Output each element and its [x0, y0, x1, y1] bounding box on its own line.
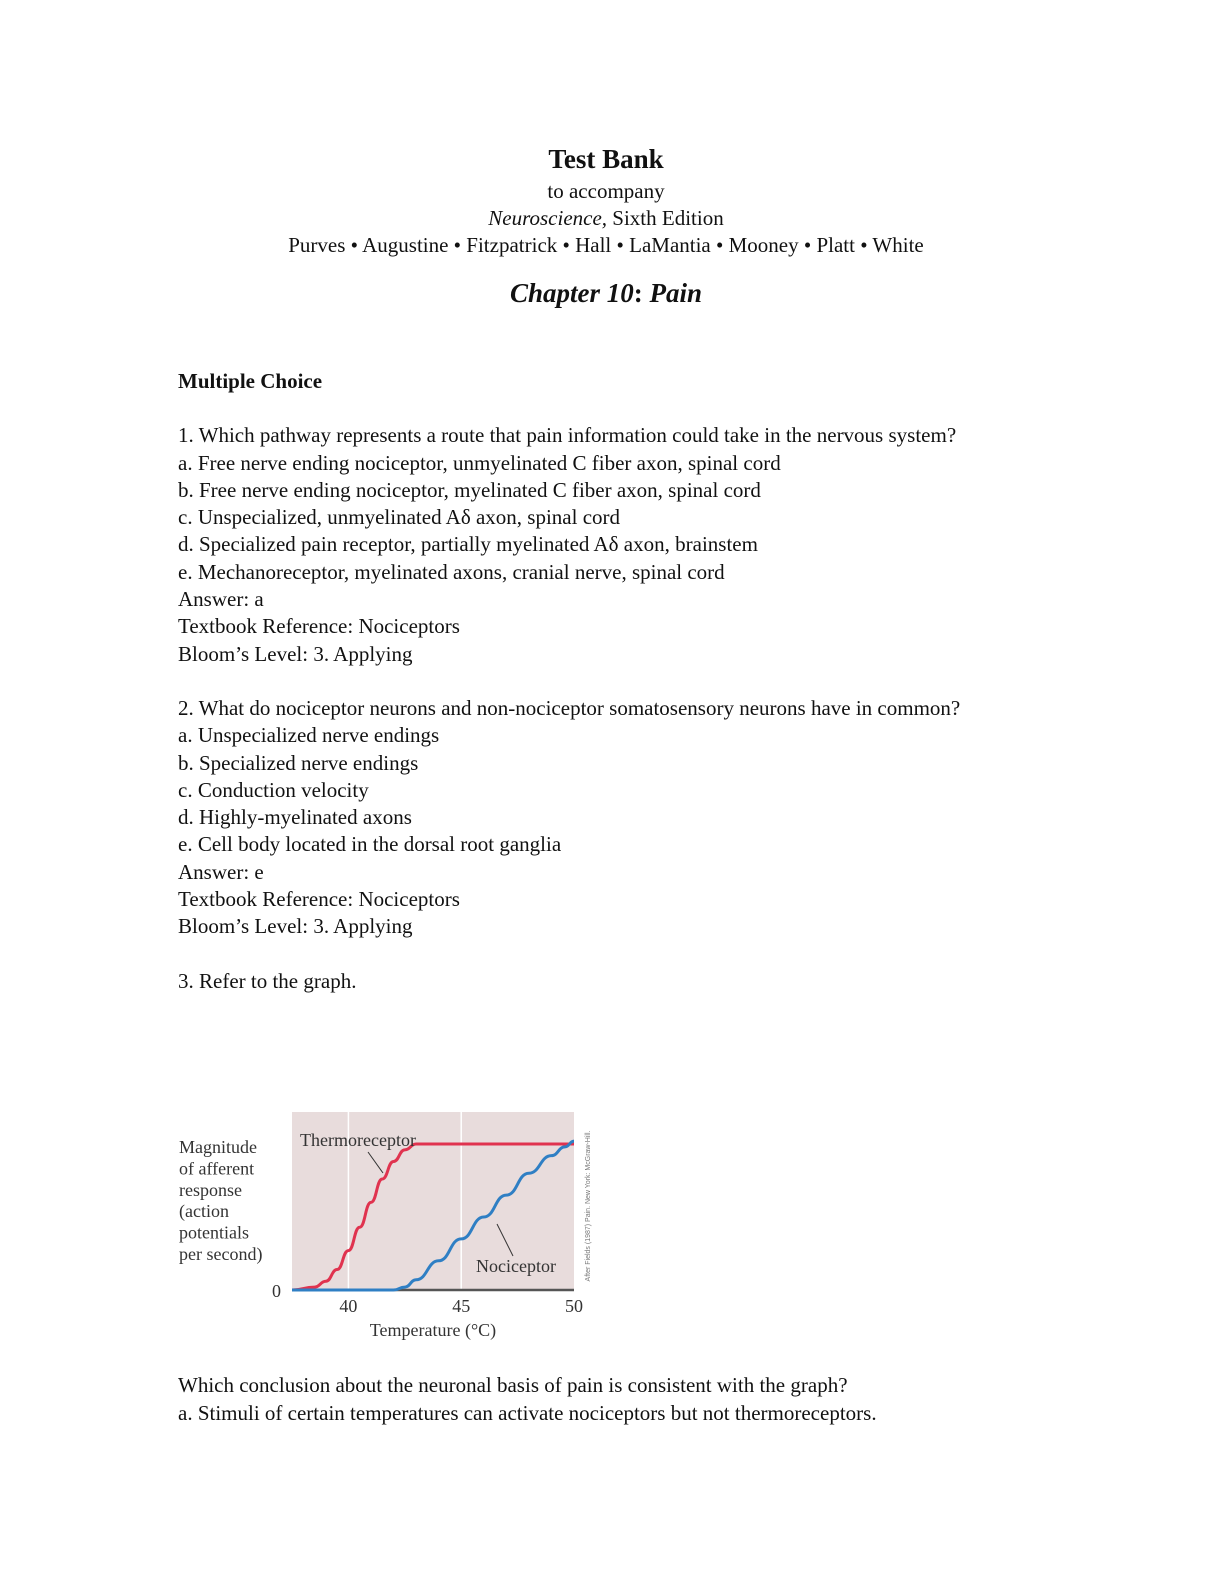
- chapter-separator: :: [633, 278, 650, 308]
- y-axis-label: [179, 1137, 262, 1265]
- option: a. Stimuli of certain temperatures can activate nociceptors but not thermoreceptors.: [178, 1401, 877, 1425]
- option: c. Conduction velocity: [178, 777, 369, 802]
- x-tick-label: 45: [452, 1296, 471, 1316]
- response-graph: [170, 1090, 610, 1350]
- y-label-line: Magnitude: [179, 1137, 257, 1157]
- x-axis-label: Temperature (°C): [369, 1320, 497, 1340]
- x-tick-labels: [339, 1296, 583, 1316]
- question-2: [178, 695, 1008, 941]
- option: e. Cell body located in the dorsal root ganglia: [178, 832, 562, 857]
- option: d. Highly-myelinated axons: [178, 805, 412, 830]
- option: b. Free nerve ending nociceptor, myelinated C fiber axon, spinal cord: [178, 477, 761, 502]
- section-title: Multiple Choice: [178, 369, 323, 393]
- question-3-body: [178, 1371, 1008, 1427]
- chapter-topic: Pain: [649, 278, 703, 308]
- x-tick-label: 50: [565, 1296, 583, 1316]
- x-tick-label: 40: [339, 1296, 358, 1316]
- answer: Answer: e: [178, 859, 264, 884]
- option: a. Unspecialized nerve endings: [178, 723, 440, 748]
- question-stem: 2. What do nociceptor neurons and non-nociceptor somatosensory neurons have in common?: [178, 695, 961, 720]
- y-label-line: per second): [179, 1244, 263, 1264]
- question-stem: 1. Which pathway represents a route that pain information could take in the nervous system?: [178, 423, 957, 448]
- question-3-stem: 3. Refer to the graph.: [178, 968, 357, 993]
- book-title: Neuroscience,: [488, 206, 608, 230]
- authors: Purves • Augustine • Fitzpatrick • Hall • LaMantia • Mooney • Platt • White: [288, 233, 924, 257]
- option: a. Free nerve ending nociceptor, unmyelinated C fiber axon, spinal cord: [178, 450, 781, 475]
- document-header: [0, 140, 1212, 311]
- chapter-heading: [0, 275, 1212, 311]
- edition: Sixth Edition: [607, 206, 724, 230]
- document-title: Test Bank: [548, 144, 664, 174]
- option: e. Mechanoreceptor, myelinated axons, cranial nerve, spinal cord: [178, 559, 725, 584]
- textbook-reference: Textbook Reference: Nociceptors: [178, 614, 460, 639]
- y-zero-label: 0: [272, 1281, 281, 1301]
- option: b. Specialized nerve endings: [178, 750, 419, 775]
- chapter-label: Chapter 10: [509, 278, 634, 308]
- question-content: [178, 368, 1008, 995]
- blooms-level: Bloom’s Level: 3. Applying: [178, 641, 413, 666]
- answer: Answer: a: [178, 587, 264, 612]
- annotation-nociceptor: Nociceptor: [476, 1256, 556, 1276]
- blooms-level: Bloom’s Level: 3. Applying: [178, 914, 413, 939]
- textbook-reference: Textbook Reference: Nociceptors: [178, 887, 460, 912]
- y-label-line: of afferent: [179, 1158, 255, 1179]
- y-label-line: potentials: [179, 1222, 249, 1243]
- subtitle: to accompany: [547, 179, 665, 203]
- y-label-line: response: [179, 1179, 242, 1200]
- book-line: [0, 205, 1212, 232]
- response-chart: [170, 1090, 610, 1350]
- annotation-thermoreceptor: Thermoreceptor: [300, 1130, 416, 1150]
- figure-credit: After Fields (1987) Pain. New York: McGraw-Hill.: [585, 1130, 592, 1282]
- option: c. Unspecialized, unmyelinated Aδ axon, spinal cord: [178, 505, 621, 530]
- y-label-line: (action: [179, 1201, 229, 1222]
- question-3-followup: Which conclusion about the neuronal basis of pain is consistent with the graph?: [178, 1373, 848, 1397]
- option: d. Specialized pain receptor, partially myelinated Aδ axon, brainstem: [178, 532, 758, 557]
- question-1: [178, 422, 1008, 668]
